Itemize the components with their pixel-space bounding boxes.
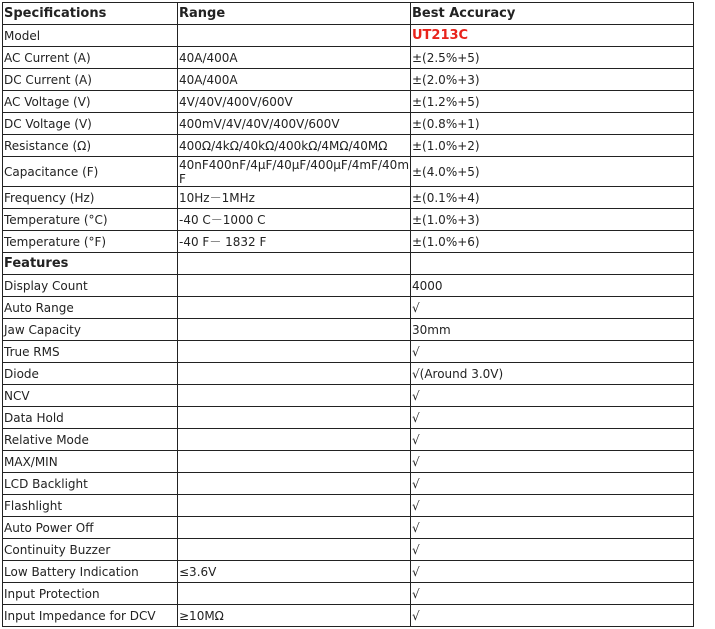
table-row: [3, 275, 694, 297]
table-row: [3, 363, 694, 385]
feature-value: √: [411, 385, 694, 407]
feature-name: Auto Power Off: [3, 517, 178, 539]
model-label: Model: [3, 25, 178, 47]
feature-name: Data Hold: [3, 407, 178, 429]
feature-name: Display Count: [3, 275, 178, 297]
model-value: UT213C: [411, 25, 694, 47]
feature-range: [178, 363, 411, 385]
table-row: [3, 451, 694, 473]
spec-range: 40A/400A: [178, 47, 411, 69]
header-best-accuracy: Best Accuracy: [411, 3, 694, 25]
spec-accuracy: ±(2.0%+3): [411, 69, 694, 91]
spec-name: Temperature (°C): [3, 209, 178, 231]
feature-value: 30mm: [411, 319, 694, 341]
table-row: [3, 605, 694, 627]
table-row: [3, 47, 694, 69]
table-row: [3, 297, 694, 319]
header-specifications: Specifications: [3, 3, 178, 25]
spec-range: 40A/400A: [178, 69, 411, 91]
table-row: [3, 341, 694, 363]
spec-name: AC Voltage (V): [3, 91, 178, 113]
table-header-row: [3, 3, 694, 25]
spec-name: DC Voltage (V): [3, 113, 178, 135]
table-row: [3, 429, 694, 451]
table-row: [3, 495, 694, 517]
feature-range: [178, 407, 411, 429]
spec-accuracy: ±(2.5%+5): [411, 47, 694, 69]
feature-name: Diode: [3, 363, 178, 385]
spec-name: AC Current (A): [3, 47, 178, 69]
spec-range: 10Hz－1MHz: [178, 187, 411, 209]
feature-value: √: [411, 495, 694, 517]
spec-name: Capacitance (F): [3, 157, 178, 187]
spec-accuracy: ±(1.2%+5): [411, 91, 694, 113]
feature-range: [178, 517, 411, 539]
table-row: [3, 157, 694, 187]
feature-value: √: [411, 517, 694, 539]
feature-value: √: [411, 539, 694, 561]
features-header-row: [3, 253, 694, 275]
table-row: [3, 473, 694, 495]
feature-name: True RMS: [3, 341, 178, 363]
feature-range: [178, 495, 411, 517]
table-row: [3, 187, 694, 209]
feature-value: √: [411, 583, 694, 605]
feature-range: [178, 385, 411, 407]
table-row: [3, 209, 694, 231]
feature-range: [178, 451, 411, 473]
feature-value: 4000: [411, 275, 694, 297]
feature-range: [178, 429, 411, 451]
feature-range: [178, 297, 411, 319]
feature-name: NCV: [3, 385, 178, 407]
model-row: [3, 25, 694, 47]
spec-name: Resistance (Ω): [3, 135, 178, 157]
table-row: [3, 113, 694, 135]
feature-name: MAX/MIN: [3, 451, 178, 473]
feature-name: LCD Backlight: [3, 473, 178, 495]
feature-range: ≤3.6V: [178, 561, 411, 583]
spec-name: Temperature (°F): [3, 231, 178, 253]
feature-value: √: [411, 561, 694, 583]
feature-name: Flashlight: [3, 495, 178, 517]
feature-name: Jaw Capacity: [3, 319, 178, 341]
feature-value: √: [411, 451, 694, 473]
table-row: [3, 561, 694, 583]
features-heading: Features: [3, 253, 178, 275]
table-row: [3, 135, 694, 157]
features-heading-value: [411, 253, 694, 275]
feature-range: [178, 473, 411, 495]
table-row: [3, 91, 694, 113]
spec-accuracy: ±(1.0%+6): [411, 231, 694, 253]
feature-range: [178, 341, 411, 363]
feature-range: [178, 319, 411, 341]
spec-name: DC Current (A): [3, 69, 178, 91]
table-row: [3, 385, 694, 407]
table-row: [3, 407, 694, 429]
feature-name: Low Battery Indication: [3, 561, 178, 583]
feature-range: ≥10MΩ: [178, 605, 411, 627]
feature-range: [178, 583, 411, 605]
feature-name: Relative Mode: [3, 429, 178, 451]
table-row: [3, 69, 694, 91]
feature-value: √: [411, 407, 694, 429]
table-row: [3, 319, 694, 341]
feature-name: Auto Range: [3, 297, 178, 319]
feature-range: [178, 275, 411, 297]
spec-range: 400Ω/4kΩ/40kΩ/400kΩ/4MΩ/40MΩ: [178, 135, 411, 157]
feature-name: Continuity Buzzer: [3, 539, 178, 561]
feature-value: √: [411, 297, 694, 319]
spec-range: 400mV/4V/40V/400V/600V: [178, 113, 411, 135]
feature-value: √: [411, 429, 694, 451]
feature-value: √: [411, 473, 694, 495]
spec-accuracy: ±(1.0%+2): [411, 135, 694, 157]
feature-range: [178, 539, 411, 561]
feature-name: Input Protection: [3, 583, 178, 605]
model-range: [178, 25, 411, 47]
feature-name: Input Impedance for DCV: [3, 605, 178, 627]
spec-range: 40nF400nF/4μF/40μF/400μF/4mF/40mF: [179, 157, 410, 186]
table-row: [3, 517, 694, 539]
features-heading-range: [178, 253, 411, 275]
spec-accuracy: ±(0.8%+1): [411, 113, 694, 135]
spec-range: -40 F－ 1832 F: [178, 231, 411, 253]
feature-value: √(Around 3.0V): [411, 363, 694, 385]
spec-accuracy: ±(4.0%+5): [411, 157, 694, 187]
table-row: [3, 539, 694, 561]
spec-name: Frequency (Hz): [3, 187, 178, 209]
spec-range: -40 C－1000 C: [178, 209, 411, 231]
table-row: [3, 231, 694, 253]
spec-range: 4V/40V/400V/600V: [178, 91, 411, 113]
spec-accuracy: ±(0.1%+4): [411, 187, 694, 209]
feature-value: √: [411, 341, 694, 363]
table-row: [3, 583, 694, 605]
feature-value: √: [411, 605, 694, 627]
spec-accuracy: ±(1.0%+3): [411, 209, 694, 231]
header-range: Range: [178, 3, 411, 25]
spec-table: [2, 2, 694, 627]
